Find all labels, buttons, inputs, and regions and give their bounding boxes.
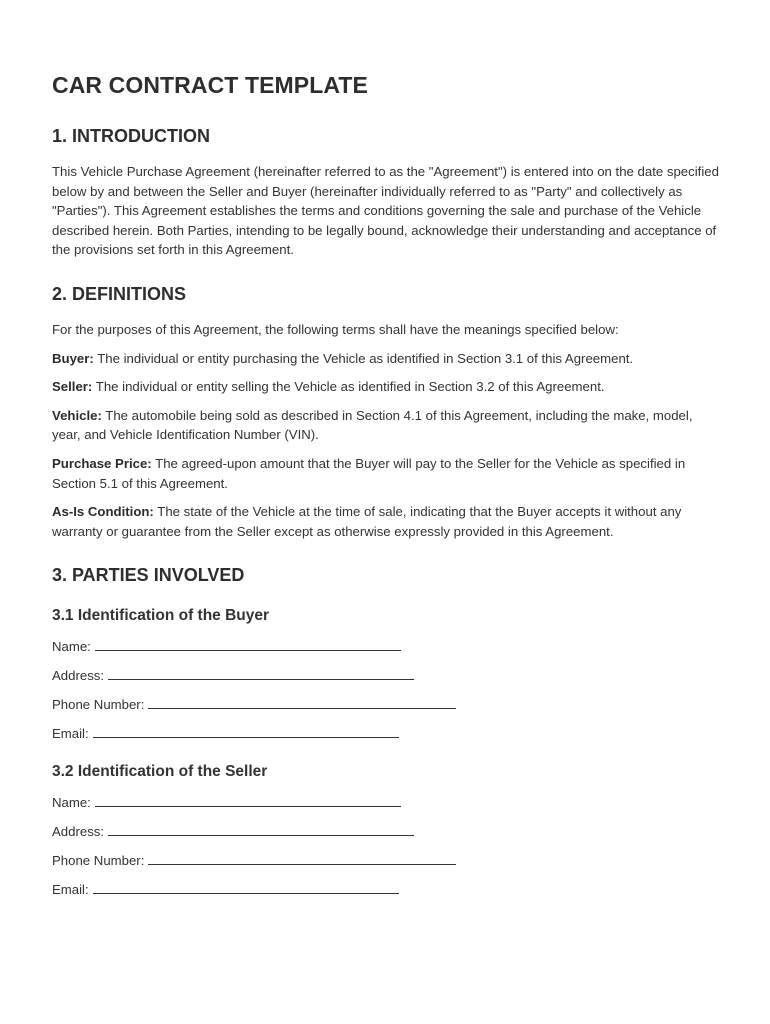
seller-phone-field [52,851,724,870]
definition-term: Vehicle: [52,407,102,423]
definition-seller [52,377,724,397]
field-label: Address: [52,824,105,840]
definition-text: The state of the Vehicle at the time of sale, indicating that the Buyer accepts it without any warranty or guarantee from the Seller except as otherwise expressly provided in this Agreement. [52,504,682,539]
definition-as-is-condition [52,502,724,541]
buyer-phone-field [52,695,724,714]
field-label: Phone Number: [52,697,145,713]
document-page [52,70,724,921]
field-label: Name: [52,795,91,811]
seller-email-field [52,880,724,899]
definition-buyer [52,349,724,369]
seller-phone-line[interactable] [148,851,456,865]
definition-text: The agreed-upon amount that the Buyer will pay to the Seller for the Vehicle as specified in Section 5.1 of this Agreement. [52,455,686,491]
section-introduction [52,124,724,260]
buyer-name-field [52,637,724,656]
seller-address-line[interactable] [108,822,414,836]
buyer-phone-line[interactable] [148,695,456,709]
field-label: Email: [52,726,89,742]
definition-text: The individual or entity selling the Vehicle as identified in Section 3.2 of this Agreement. [95,379,605,395]
definition-term: As-Is Condition: [52,504,154,520]
seller-identification [52,761,724,899]
definition-vehicle [52,406,724,445]
introduction-text: This Vehicle Purchase Agreement (hereinafter referred to as the "Agreement") is entered into on the date specified below by and between the Seller and Buyer (hereinafter individually referred to as "Party" and collectively as "Parties"). This Agreement establishes the terms and conditions governing the sale and purchase of the Vehicle described herein. Both Parties, intending to be legally bound, acknowledge their understanding and acceptance of the provisions set forth in this Agreement. [52,164,719,258]
buyer-address-field [52,666,724,685]
definition-text: The automobile being sold as described in Section 4.1 of this Agreement, including the make, model, year, and Vehicle Identification Number (VIN). [52,407,693,443]
section-parties [52,563,724,899]
document-title: CAR CONTRACT TEMPLATE [52,72,368,98]
section-definitions [52,282,724,541]
definition-term: Buyer: [52,350,94,366]
definitions-heading: 2. DEFINITIONS [52,283,187,304]
buyer-identification [52,605,724,743]
definition-term: Seller: [52,379,93,395]
seller-address-field [52,822,724,841]
buyer-name-line[interactable] [95,637,401,651]
field-label: Name: [52,639,91,655]
definition-purchase-price [52,454,724,493]
buyer-email-line[interactable] [93,724,399,738]
introduction-heading: 1. INTRODUCTION [52,126,211,146]
field-label: Phone Number: [52,853,145,869]
buyer-heading: 3.1 Identification of the Buyer [52,607,270,625]
buyer-email-field [52,724,724,743]
buyer-address-line[interactable] [108,666,414,680]
definition-text: The individual or entity purchasing the Vehicle as identified in Section 3.1 of this Agreement. [97,350,634,366]
seller-email-line[interactable] [93,880,399,894]
field-label: Email: [52,882,89,898]
seller-name-field [52,793,724,812]
definitions-intro: For the purposes of this Agreement, the following terms shall have the meanings specified below: [52,321,619,337]
parties-heading: 3. PARTIES INVOLVED [52,565,245,586]
definition-term: Purchase Price: [52,455,152,471]
seller-heading: 3.2 Identification of the Seller [52,763,268,781]
field-label: Address: [52,668,105,684]
seller-name-line[interactable] [95,793,401,807]
